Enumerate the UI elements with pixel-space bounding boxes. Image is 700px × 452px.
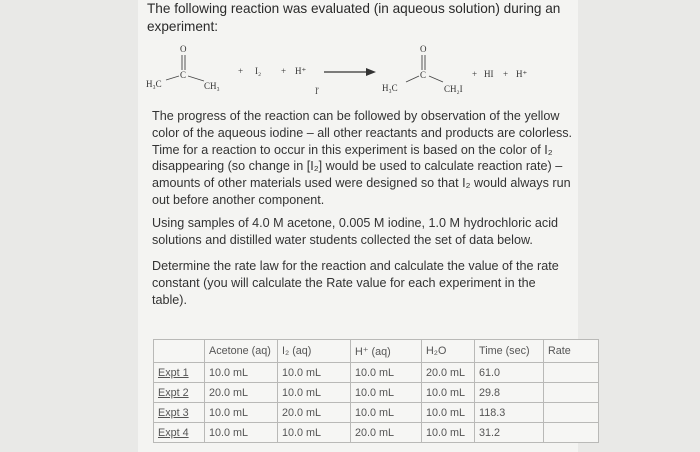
table-cell [544,383,599,403]
text-line: Time for a reaction to occur in this experiment is based on the color of I₂ [152,142,553,157]
table-row [154,423,599,443]
header-cell: I₂ (aq) [278,340,351,363]
header-cell: Time (sec) [475,340,544,363]
determine-paragraph [152,258,577,308]
methyl-left-label: H₃C [146,79,162,89]
header-cell: Rate [544,340,599,363]
text-line: Determine the rate law for the reaction and calculate the value of the rate [152,259,559,273]
table-cell: Expt 4 [154,423,205,443]
table-cell: 20.0 mL [205,383,278,403]
table-cell: Expt 1 [154,363,205,383]
product-oxygen-label: O [420,44,427,54]
header-cell: H₂O [422,340,475,363]
table-cell: 10.0 mL [205,403,278,423]
text-line: amounts of other materials used were designed so that I₂ would always run [152,176,571,191]
data-table [153,339,599,443]
table-row [154,383,599,403]
plus-sign: + [281,66,287,76]
table-row [154,363,599,383]
product-ch2i-label: CH₂I [444,84,463,94]
table-cell: 10.0 mL [422,403,475,423]
table-cell: 10.0 mL [422,423,475,443]
table-cell: 10.0 mL [205,423,278,443]
reaction-scheme [138,40,578,100]
hydrogen-ion-product-label: H⁺ [516,69,528,79]
plus-sign: + [472,69,478,79]
table-cell: 10.0 mL [351,363,422,383]
header-cell: Acetone (aq) [205,340,278,363]
plus-sign: + [238,66,244,76]
tick-mark: ľ [315,86,319,96]
table-row [154,403,599,423]
text-line: disappearing (so change in [I₂] would be used to calculate reaction rate) – [152,159,563,174]
hydrogen-ion-label: H⁺ [295,66,307,76]
table-cell: 20.0 mL [278,403,351,423]
table-cell: 20.0 mL [351,423,422,443]
product-methyl-label: H₃C [382,83,398,93]
text-line: The progress of the reaction can be followed by observation of the yellow [152,109,560,123]
table-header-row [154,340,599,363]
table-cell: 10.0 mL [278,383,351,403]
oxygen-label: O [180,44,187,54]
table-cell [544,423,599,443]
table-cell: 61.0 [475,363,544,383]
table-cell: 10.0 mL [278,423,351,443]
header-cell [154,340,205,363]
table-cell: 118.3 [475,403,544,423]
table-cell: 10.0 mL [422,383,475,403]
text-line: constant (you will calculate the Rate value for each experiment in the [152,275,536,290]
text-line: table). [152,292,188,307]
plus-sign: + [503,69,509,79]
text-line: out before another component. [152,192,325,207]
methyl-right-label: CH₃ [204,81,220,91]
text-line: Using samples of 4.0 M acetone, 0.005 M iodine, 1.0 M hydrochloric acid [152,216,559,230]
product-carbon-label: C [420,70,427,80]
iodine-label: I₂ [255,66,262,76]
table-cell: 31.2 [475,423,544,443]
table-cell: Expt 3 [154,403,205,423]
table-cell: 29.8 [475,383,544,403]
carbon-label: C [180,70,187,80]
progress-paragraph [152,108,577,209]
text-line: color of the aqueous iodine – all other reactants and products are colorless. [152,125,573,140]
samples-paragraph [152,215,577,249]
table-cell [544,363,599,383]
intro-text: The following reaction was evaluated (in aqueous solution) during an experiment: [147,1,561,34]
table-cell [544,403,599,423]
table-cell: 10.0 mL [205,363,278,383]
hi-label: HI [484,69,494,79]
header-cell: H⁺ (aq) [351,340,422,363]
table-cell: 10.0 mL [351,383,422,403]
table-cell: 20.0 mL [422,363,475,383]
text-line: solutions and distilled water students collected the set of data below. [152,232,533,247]
table-cell: 10.0 mL [351,403,422,423]
table-cell: Expt 2 [154,383,205,403]
table-cell: 10.0 mL [278,363,351,383]
